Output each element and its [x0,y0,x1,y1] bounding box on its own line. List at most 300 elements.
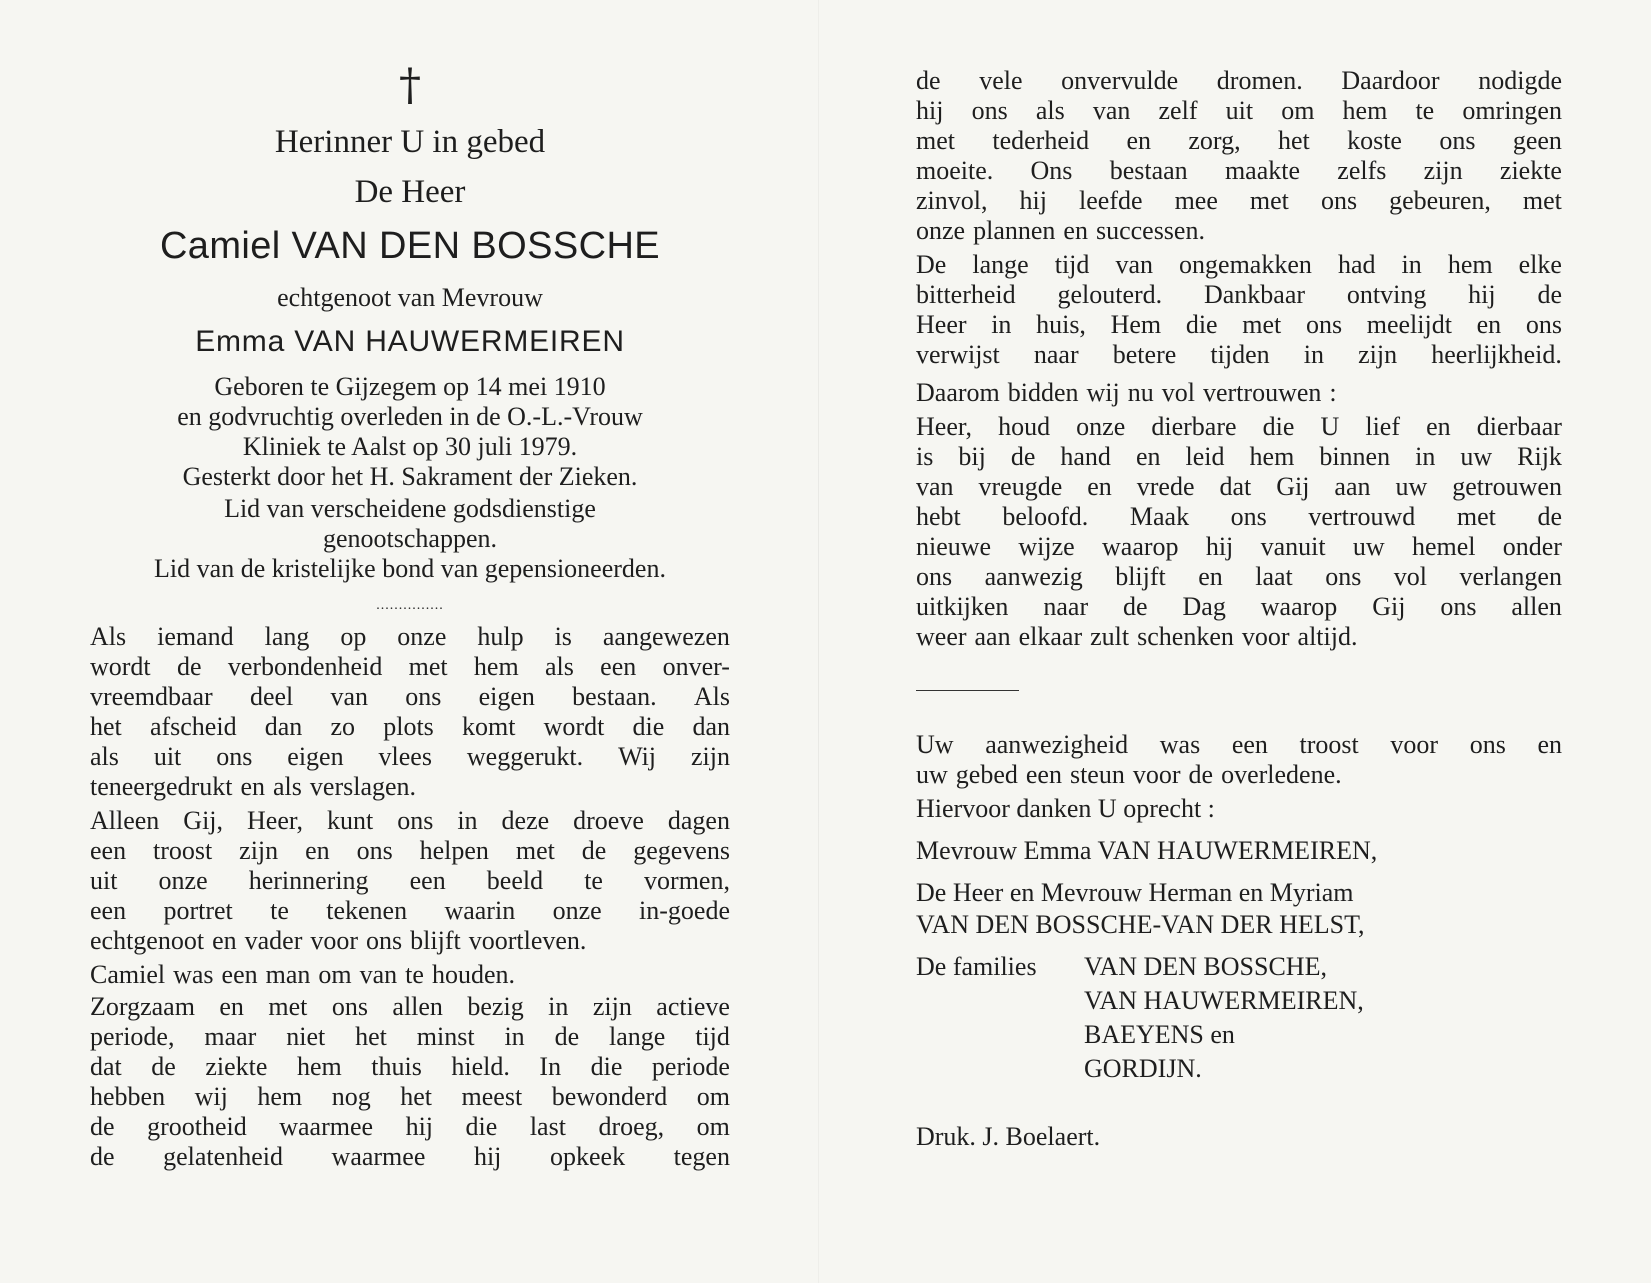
word: deel [249,682,294,711]
word: periode [651,1052,730,1081]
word: tijd [695,1022,730,1051]
word: zijn [690,742,730,771]
word: troost [1299,730,1359,759]
text-line [916,310,1562,340]
word: en [1126,126,1151,155]
word: niet [286,1022,326,1051]
word: eigen [287,742,344,771]
word: in [1415,442,1436,471]
word: in [457,806,478,835]
word: Heer [916,310,967,339]
word: elkaar [1018,622,1083,651]
word: plots [383,712,434,741]
word: gebed [955,760,1018,789]
word: een [90,896,127,925]
word: zijn [1423,156,1463,185]
word: de [554,1022,580,1051]
text-line [916,562,1562,592]
word: met [268,992,308,1021]
text-line [916,280,1562,310]
children-line-1: De Heer en Mevrouw Herman en Myriam [916,878,1354,907]
bio-line: Geboren te Gijzegem op 14 mei 1910 [214,372,606,401]
word: ons [1305,310,1343,339]
text-line [916,126,1562,156]
word: waarop [1260,592,1338,621]
word: uit [1225,96,1254,125]
word: laat [1255,562,1293,591]
word: actieve [656,992,730,1021]
word: nieuwe [916,532,992,561]
thanks-text [916,730,1562,790]
word: ons [1230,502,1267,531]
word: ziekte [1499,156,1562,185]
word: en [305,836,330,865]
prayer-text [916,412,1562,652]
word: kunt [326,806,374,835]
word: Als [90,622,127,651]
word: hulp [477,622,524,651]
word: afscheid [149,712,237,741]
word: die [465,1112,498,1141]
word: dan [692,712,730,741]
word: ons [366,926,403,955]
word: gegevens [633,836,730,865]
word: meelijdt [1366,310,1452,339]
word: bitterheid [916,280,1016,309]
text-line [916,186,1562,216]
word: ontving [1346,280,1427,309]
word: maakte [1224,156,1301,185]
word: koste [1347,126,1402,155]
families-label: De families [916,952,1037,981]
bio-line: Gesterkt door het H. Sakrament der Zieken. [182,462,638,491]
word: hij [1205,532,1234,561]
word: vreemdbaar [90,682,213,711]
word: hem [257,1082,303,1111]
word: die [1185,310,1218,339]
word: last [529,1112,566,1141]
thanks-intro: Hiervoor danken U oprecht : [916,794,1215,823]
word: het [355,1022,387,1051]
word: de [1537,280,1562,309]
text-line [90,712,730,742]
word: nu [1127,378,1154,407]
word: thuis [371,1052,422,1081]
word: geen [1512,126,1562,155]
word: die [590,1052,623,1081]
word: onze [1076,412,1126,441]
word: komt [462,712,516,741]
word: en [1537,730,1562,759]
word: leefde [1079,186,1143,215]
invocation: Herinner U in gebed [274,124,546,160]
word: als [1035,96,1065,125]
word: nog [331,1082,371,1111]
text-line [916,730,1562,760]
word: hield. [451,1052,510,1081]
word: weer [916,622,967,651]
word: te [584,866,603,895]
word: aan [1334,472,1371,501]
word: Gij [1276,472,1310,501]
family-name: GORDIJN. [1084,1054,1202,1083]
text-line [916,622,1562,652]
word: met [1456,502,1496,531]
word: bestaan [1109,156,1188,185]
word: ziekte [205,1052,268,1081]
word: als [90,742,119,771]
word: ons [1469,730,1506,759]
word: altijd. [1297,622,1358,651]
word: en [1476,310,1502,339]
word: had [1337,250,1376,279]
text-line [90,622,730,652]
text-line [916,760,1562,790]
word: heerlijkheid. [1431,340,1562,369]
word: die [632,712,665,741]
bio-line: en godvruchtig overleden in de O.-L.-Vrouw [177,402,643,431]
word: dat [90,1052,122,1081]
word: verlangen [1459,562,1562,591]
word: hij [916,96,944,125]
word: de [916,66,941,95]
word: waarin [444,896,516,925]
word: ons [356,836,393,865]
word: naar [1033,340,1079,369]
word: De [916,250,947,279]
word: ons [1439,126,1476,155]
divider-line [916,690,1019,691]
text-line [916,502,1562,532]
word: vertrouwd [1308,502,1416,531]
word: bezig [467,992,524,1021]
word: op [340,622,367,651]
word: de [581,836,607,865]
word: allen [1511,592,1562,621]
word: aanwezigheid [985,730,1129,759]
word: uw [1352,532,1385,561]
word: ons [405,682,442,711]
word: uitkijken [916,592,1009,621]
word: zijn [1358,340,1398,369]
word: voor [1132,760,1181,789]
word: zijn [239,836,279,865]
word: in [991,310,1012,339]
word: hem [473,652,519,681]
word: wij [194,1082,228,1111]
word: met [1249,186,1289,215]
word: vol [1161,378,1195,407]
word: maar [204,1022,257,1051]
word: vertrouwen [1202,378,1322,407]
word: van [916,472,954,501]
word: in-goede [639,896,730,925]
word: dromen. [1216,66,1303,95]
word: en [1087,472,1112,501]
text-line [90,1142,730,1172]
text-line [90,866,730,896]
word: wordt [90,652,151,681]
word: en [212,926,237,955]
word: Als [693,682,730,711]
word: iemand [157,622,234,651]
word: grootheid [147,1112,247,1141]
word: tekenen [326,896,408,925]
word: en [1063,216,1088,245]
word: aanwezig [984,562,1083,591]
word: omringen [1462,96,1562,125]
word: moeite. [916,156,994,185]
word: Gij [1372,592,1406,621]
word: hebt [916,502,961,531]
paragraph-comfort [90,806,730,956]
word: lang [264,622,310,651]
word: meest [461,1082,523,1111]
left-page [90,0,730,1283]
word: verbondenheid [227,652,383,681]
word: zult [1090,622,1130,651]
word: was [1159,730,1201,759]
word: uit [90,866,118,895]
widow-name: Mevrouw Emma VAN HAUWERMEIREN, [916,836,1378,865]
word: onvervulde [1061,66,1179,95]
right-page [916,0,1562,1283]
word: voor [1390,730,1439,759]
word: houden. [431,960,515,989]
word: troost [153,836,213,865]
word: en [1135,442,1161,471]
word: wordt [543,712,605,741]
word: en [219,992,244,1021]
word: om [1281,96,1315,125]
text-line [90,926,730,956]
word: getrouwen [1452,472,1562,501]
word: zelf [1158,96,1198,125]
word: en [240,772,266,801]
word: waarmee [331,1142,426,1171]
word: bidden [1007,378,1079,407]
word: vol [1393,562,1428,591]
word: Camiel [90,960,166,989]
word: herinnering [248,866,369,895]
word: in [548,992,569,1021]
word: voor [1241,622,1290,651]
bio-line: Lid van de kristelijke bond van gepensioneerden. [154,554,666,583]
word: bij [958,442,986,471]
word: onver- [662,652,730,681]
word: Zorgzaam [90,992,195,1021]
word: Heer, [916,412,972,441]
word: zelfs [1337,156,1387,185]
word: hij [405,1112,434,1141]
word: eigen [478,682,535,711]
word: ons [1440,592,1477,621]
text-line [916,532,1562,562]
word: Dankbaar [1203,280,1306,309]
text-line [90,960,730,990]
word: huis, [1036,310,1086,339]
word: ongemakken [1179,250,1312,279]
word: onze [397,622,447,651]
text-line [90,1112,730,1142]
word: vreugde [978,472,1063,501]
word: periode, [90,1022,175,1051]
word: uit [153,742,182,771]
deceased-name: Camiel VAN DEN BOSSCHE [159,225,661,267]
word: tijd [1054,250,1090,279]
word: opkeek [549,1142,626,1171]
word: ons [216,742,253,771]
text-line [90,1082,730,1112]
word: een [1025,760,1062,789]
text-line [916,442,1562,472]
word: helpen [419,836,489,865]
word: houd [998,412,1051,441]
word: om [696,1082,730,1111]
text-line [916,250,1562,280]
word: schenken [1137,622,1234,651]
word: het [1277,126,1310,155]
word: verslagen. [309,772,417,801]
word: de [176,652,202,681]
word: overledene. [1221,760,1342,789]
word: onze [916,216,966,245]
title-prefix: De Heer [354,174,466,210]
word: de [151,1052,176,1081]
word: Rijk [1517,442,1562,471]
word: blijft [1115,562,1166,591]
word: vlees [378,742,432,771]
word: te [1415,96,1435,125]
word: ons [916,562,953,591]
word: het [400,1082,432,1111]
word: hand [1060,442,1111,471]
word: zo [330,712,356,741]
word: dierbare [1151,412,1237,441]
word: vormen, [644,866,730,895]
children-line-2: VAN DEN BOSSCHE-VAN DER HELST, [916,910,1365,939]
word: een [409,866,446,895]
text-line [916,472,1562,502]
family-name: VAN DEN BOSSCHE, [1084,952,1327,981]
word: de [1123,592,1148,621]
paragraph-patience [916,250,1562,370]
bio-line: Lid van verscheidene godsdienstige [224,494,596,523]
word: tederheid [992,126,1090,155]
word: de [90,1112,115,1141]
family-name: VAN HAUWERMEIREN, [1084,986,1364,1015]
word: waarmee [279,1112,374,1141]
word: onder [1502,532,1562,561]
word: te [270,896,289,925]
word: zijn [592,992,632,1021]
word: gelouterd. [1057,280,1163,309]
word: man [265,960,311,989]
word: is [554,622,572,651]
word: steun [1069,760,1125,789]
biography [90,372,730,594]
word: te [405,960,424,989]
word: verwijst [916,340,1000,369]
printer-credit: Druk. J. Boelaert. [916,1122,1101,1151]
word: het [90,712,122,741]
word: van [330,682,369,711]
word: ons [971,96,1008,125]
word: lange [609,1022,666,1051]
text-line [90,836,730,866]
paragraph-caring [90,992,730,1172]
word: hij [473,1142,502,1171]
prayer-intro [916,378,1562,408]
word: hem [1447,250,1493,279]
text-line [916,340,1562,370]
bio-line: genootschappen. [322,524,497,553]
word: lange [972,250,1029,279]
text-line [90,1022,730,1052]
word: gebeuren, [1389,186,1491,215]
word: vrede [1136,472,1195,501]
word: tijden [1210,340,1270,369]
word: Wij [618,742,657,771]
word: ons [1325,562,1362,591]
word: de [1537,502,1562,531]
word: om [696,1112,730,1141]
word: met [916,126,955,155]
word: van [1092,96,1131,125]
word: nodigde [1478,66,1562,95]
word: de [90,1142,115,1171]
word: de [1188,760,1214,789]
text-line [916,156,1562,186]
word: tegen [673,1142,730,1171]
word: droeve [573,806,644,835]
word: voortleven. [468,926,587,955]
word: beloofd. [1002,502,1089,531]
word: allen [392,992,443,1021]
word: leid [1185,442,1225,471]
word: echtgenoot [90,926,205,955]
text-line [90,682,730,712]
word: een [221,960,258,989]
word: vader [244,926,303,955]
word: betere [1112,340,1177,369]
family-name: BAEYENS en [1084,1020,1235,1049]
word: waarop [1102,532,1179,561]
word: blijft [410,926,461,955]
word: voor [310,926,359,955]
word: elke [1518,250,1562,279]
word: wij [1086,378,1120,407]
word: plannen [973,216,1056,245]
word: uw [916,760,948,789]
word: minst [416,1022,475,1051]
word: teneergedrukt [90,772,233,801]
word: van [359,960,398,989]
word: als [544,652,574,681]
word: dagen [667,806,730,835]
word: en [1426,412,1451,441]
word: die [1262,412,1295,441]
word: aangewezen [602,622,730,651]
word: vele [979,66,1023,95]
text-line [90,772,730,802]
word: hem [1342,96,1388,125]
text-line [916,378,1562,408]
text-line [916,592,1562,622]
bio-line: Kliniek te Aalst op 30 juli 1979. [242,432,578,461]
word: een [90,836,127,865]
word: portret [163,896,233,925]
